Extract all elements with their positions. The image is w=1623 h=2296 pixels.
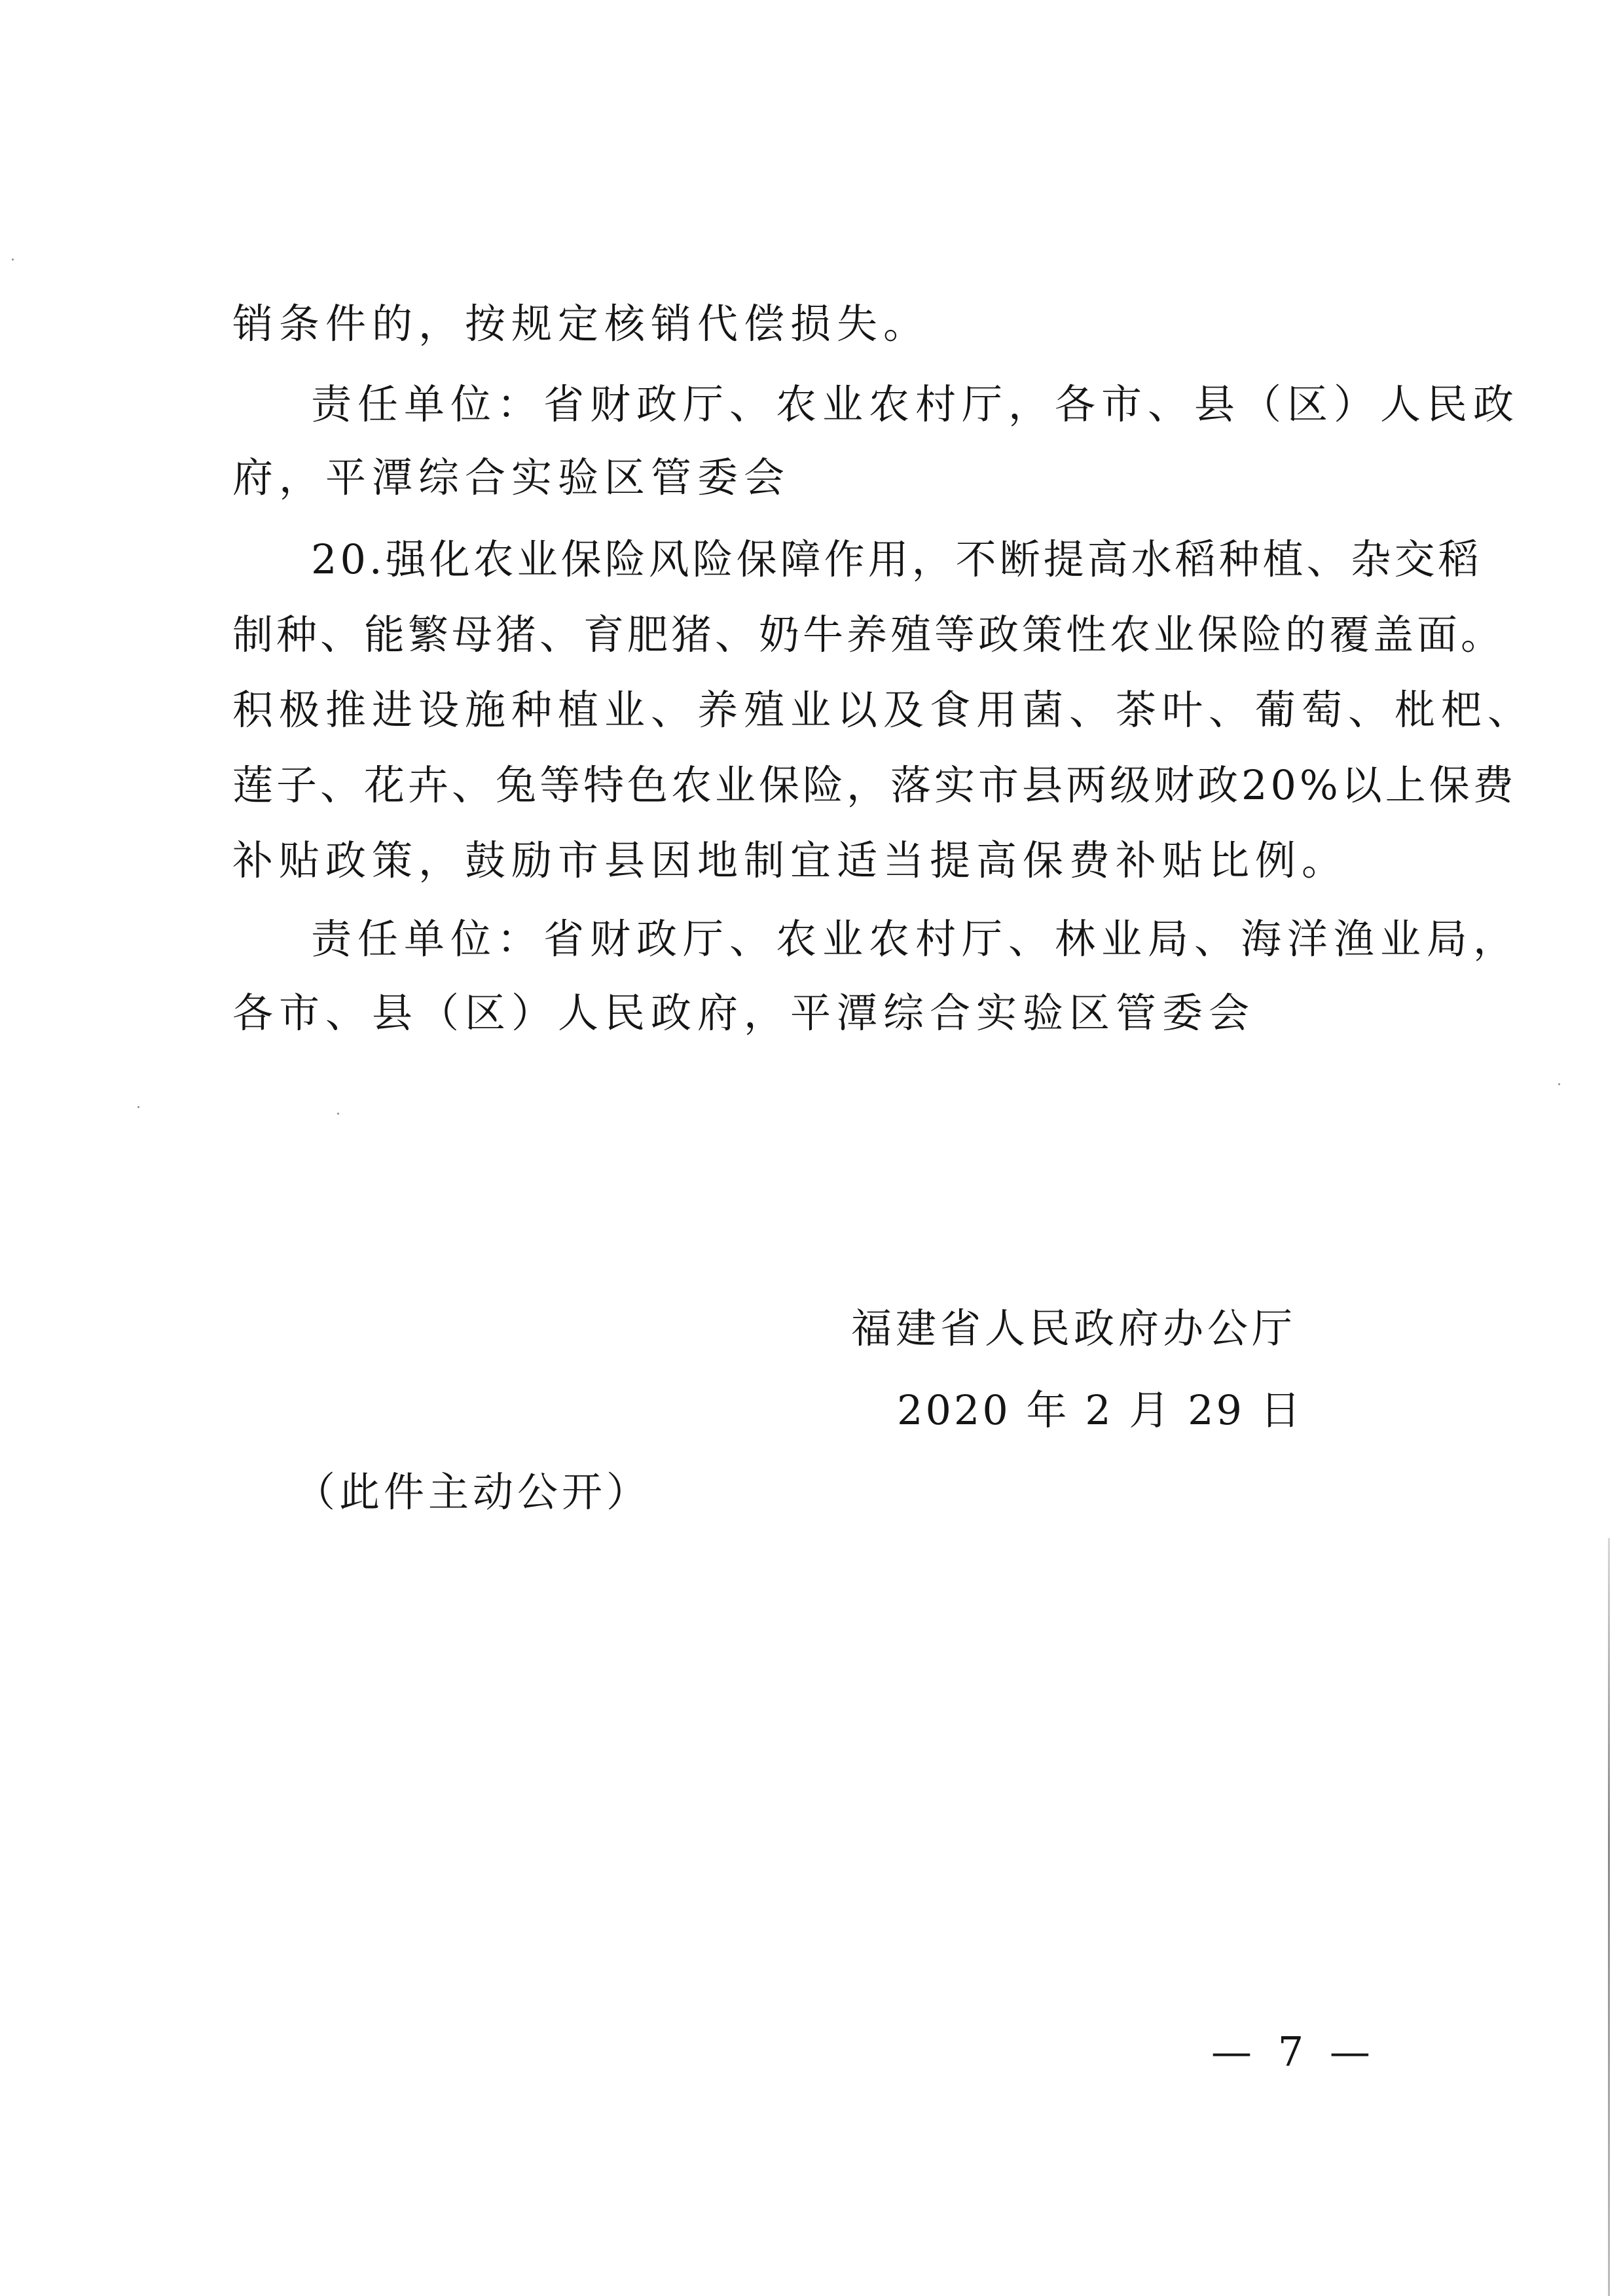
scan-speck — [337, 1113, 339, 1115]
responsibility-line-1: 责任单位：省财政厅、农业农村厅，各市、县（区）人民政 — [311, 380, 1520, 428]
item-20-line-4: 莲子、花卉、兔等特色农业保险，落实市县两级财政20%以上保费 — [232, 761, 1517, 809]
disclosure-note: （此件主动公开） — [295, 1468, 651, 1516]
issue-date: 2020 年 2 月 29 日 — [897, 1386, 1304, 1434]
item-20-line-2: 制种、能繁母猪、育肥猪、奶牛养殖等政策性农业保险的覆盖面。 — [232, 611, 1505, 658]
issuer-name: 福建省人民政府办公厅 — [851, 1304, 1297, 1352]
body-line-1: 销条件的，按规定核销代偿损失。 — [232, 300, 930, 348]
page-number: — 7 — — [1211, 2028, 1377, 2075]
responsibility-line-3: 责任单位：省财政厅、农业农村厅、林业局、海洋渔业局， — [311, 915, 1520, 963]
responsibility-line-2: 府，平潭综合实验区管委会 — [232, 454, 791, 501]
item-20-line-3: 积极推进设施种植业、养殖业以及食用菌、茶叶、葡萄、枇杷、 — [232, 686, 1535, 734]
item-20-line-5: 补贴政策，鼓励市县因地制宜适当提高保费补贴比例。 — [232, 836, 1349, 884]
item-20-line-1: 20.强化农业保险风险保障作用，不断提高水稻种植、杂交稻 — [311, 535, 1482, 583]
scan-speck — [1558, 1083, 1560, 1085]
scan-speck — [137, 1106, 139, 1108]
responsibility-line-4: 各市、县（区）人民政府，平潭综合实验区管委会 — [232, 989, 1256, 1037]
scan-edge-shadow — [1608, 1538, 1610, 2296]
scan-speck — [12, 259, 14, 260]
